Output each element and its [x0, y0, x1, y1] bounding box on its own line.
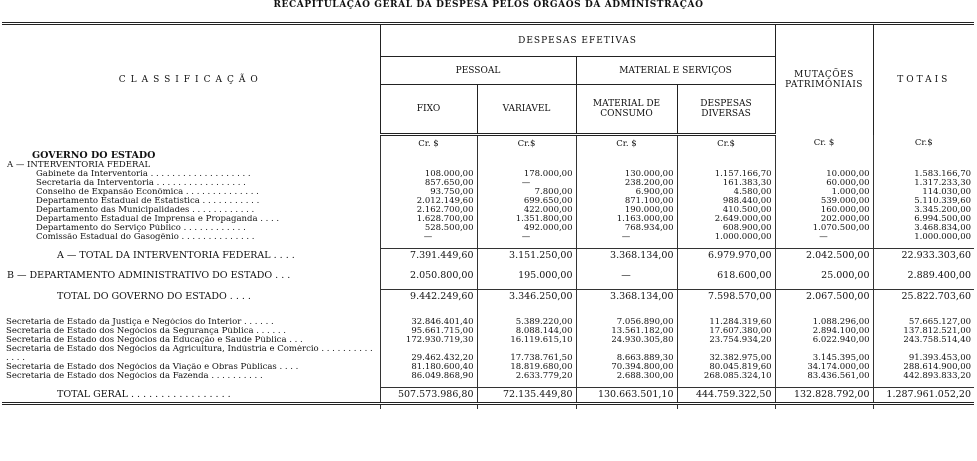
cell-despesas-diversas: 608.900,00 [677, 224, 775, 233]
table-row [2, 345, 974, 363]
cell-mutacoes: 1.070.500,00 [775, 224, 873, 233]
cell-fixo: 528.500,00 [380, 224, 477, 233]
cell-fixo: — [380, 233, 477, 242]
cell-variavel: 178.000,00 [477, 170, 576, 179]
unit-label: Cr. $ [380, 135, 477, 162]
cell-despesas-diversas: 444.759.322,50 [677, 388, 775, 404]
cell-total: 1.317.233,30 [873, 179, 974, 188]
total-governo-row [2, 290, 974, 305]
cell-variavel: 17.738.761,50 [477, 345, 576, 363]
unit-label: Cr.$ [873, 135, 974, 162]
cell-variavel: 2.633.779,20 [477, 372, 576, 381]
cell-mutacoes: 1.088.296,00 [775, 318, 873, 327]
row-label: A — TOTAL DA INTERVENTORIA FEDERAL . . . . [57, 249, 295, 261]
table-row [2, 318, 974, 327]
unit-label: Cr.$ [677, 135, 775, 162]
table-row [2, 224, 974, 233]
cell-mutacoes: 83.436.561,00 [775, 372, 873, 381]
cell-material-consumo: 1.163.000,00 [576, 215, 677, 224]
cell-variavel: 3.346.250,00 [477, 290, 576, 305]
cell-total: 243.758.514,40 [873, 336, 974, 345]
section-a-heading [2, 161, 974, 170]
cell-fixo: 2.162.700,00 [380, 206, 477, 215]
units-row [2, 135, 974, 162]
cell-fixo: 7.391.449,60 [380, 249, 477, 264]
cell-fixo: 172.930.719,30 [380, 336, 477, 345]
cell-fixo: 29.462.432,20 [380, 345, 477, 363]
cell-variavel: 422.000,00 [477, 206, 576, 215]
cell-material-consumo: — [576, 269, 677, 283]
cell-total: 137.812.521,00 [873, 327, 974, 336]
table-row [2, 179, 974, 188]
cell-despesas-diversas: 11.284.319,60 [677, 318, 775, 327]
cell-fixo: 93.750,00 [380, 188, 477, 197]
cell-fixo: 32.846.401,40 [380, 318, 477, 327]
header-variavel: VARIAVEL [477, 85, 576, 135]
header-despesas-efetivas: DESPESAS EFETIVAS [380, 24, 775, 57]
header-material-consumo: MATERIAL DE CONSUMO [576, 85, 677, 135]
row-label: Secretaria de Estado dos Negócios da Fazenda . . . . . . . . . . [6, 372, 263, 381]
cell-variavel: 16.119.615,10 [477, 336, 576, 345]
cell-total: 1.000.000,00 [873, 233, 974, 242]
table-row [2, 215, 974, 224]
cell-material-consumo: 130.663.501,10 [576, 388, 677, 404]
cell-material-consumo: 3.368.134,00 [576, 290, 677, 305]
row-label: Secretaria de Estado da Justiça e Negócios do Interior . . . . . . [6, 318, 274, 327]
section-a-total-row [2, 249, 974, 264]
cell-material-consumo: 768.934,00 [576, 224, 677, 233]
cell-total: 114.030,00 [873, 188, 974, 197]
cell-mutacoes: 34.174.000,00 [775, 363, 873, 372]
cell-material-consumo: 3.368.134,00 [576, 249, 677, 264]
cell-material-consumo: 7.056.890,00 [576, 318, 677, 327]
unit-label: Cr.$ [477, 135, 576, 162]
cell-variavel: 492.000,00 [477, 224, 576, 233]
cell-variavel: 3.151.250,00 [477, 249, 576, 264]
cell-mutacoes: — [775, 233, 873, 242]
row-label: TOTAL DO GOVERNO DO ESTADO . . . . [57, 290, 251, 302]
cell-mutacoes: 1.000,00 [775, 188, 873, 197]
cell-variavel: 7.800,00 [477, 188, 576, 197]
cell-total: 5.110.339,60 [873, 197, 974, 206]
bottom-rule [2, 404, 974, 410]
cell-variavel: 5.389.220,00 [477, 318, 576, 327]
cell-mutacoes: 160.000,00 [775, 206, 873, 215]
cell-total: 288.614.900,00 [873, 363, 974, 372]
cell-fixo: 86.049.868,90 [380, 372, 477, 381]
cell-mutacoes: 10.000,00 [775, 170, 873, 179]
header-despesas-diversas: DESPESAS DIVERSAS [677, 85, 775, 135]
cell-material-consumo: 238.200,00 [576, 179, 677, 188]
cell-despesas-diversas: 1.157.166,70 [677, 170, 775, 179]
total-geral-row [2, 388, 974, 404]
cell-total: 91.393.453,00 [873, 345, 974, 363]
cell-total: 1.287.961.052,20 [873, 388, 974, 404]
row-label: B — DEPARTAMENTO ADMINISTRATIVO DO ESTADO . . . [7, 270, 291, 281]
cell-variavel: — [477, 179, 576, 188]
cell-variavel: — [477, 233, 576, 242]
row-label: Secretaria de Estado dos Negócios da Agricultura, Indústria e Comércio . . . . . . . . . . . . . . [6, 345, 373, 363]
page-title: RECAPITULAÇÃO GERAL DA DESPESA PELOS ORGÃOS DA ADMINISTRAÇÃO [273, 0, 704, 10]
cell-mutacoes: 60.000,00 [775, 179, 873, 188]
cell-fixo: 857.650,00 [380, 179, 477, 188]
cell-variavel: 8.088.144,00 [477, 327, 576, 336]
cell-despesas-diversas: 410.500,00 [677, 206, 775, 215]
table-row [2, 363, 974, 372]
cell-despesas-diversas: 268.085.324,10 [677, 372, 775, 381]
cell-despesas-diversas: 17.607.380,00 [677, 327, 775, 336]
header-totais: TOTAIS [873, 24, 974, 135]
header-fixo: FIXO [380, 85, 477, 135]
row-label: Conselho de Expansão Econômica . . . . . . . . . . . . . . [36, 188, 259, 197]
cell-material-consumo: 70.394.800,00 [576, 363, 677, 372]
cell-mutacoes: 25.000,00 [775, 269, 873, 283]
cell-material-consumo: 2.688.300,00 [576, 372, 677, 381]
header-mutacoes: MUTAÇÕES PATRIMONIAIS [775, 24, 873, 135]
cell-total: 6.994.500,00 [873, 215, 974, 224]
cell-total: 3.468.834,00 [873, 224, 974, 233]
cell-fixo: 9.442.249,60 [380, 290, 477, 305]
row-label: TOTAL GERAL . . . . . . . . . . . . . . . . . [57, 388, 231, 400]
cell-fixo: 2.050.800,00 [380, 269, 477, 283]
cell-variavel: 195.000,00 [477, 269, 576, 283]
cell-fixo: 81.180.600,40 [380, 363, 477, 372]
cell-mutacoes: 2.067.500,00 [775, 290, 873, 305]
header-material-servicos: MATERIAL E SERVIÇOS [576, 57, 775, 85]
table-row [2, 372, 974, 381]
cell-material-consumo: 24.930.305,80 [576, 336, 677, 345]
cell-mutacoes: 2.894.100,00 [775, 327, 873, 336]
row-label: Departamento do Serviço Público . . . . . . . . . . . . [36, 224, 246, 233]
cell-total: 22.933.303,60 [873, 249, 974, 264]
cell-fixo: 507.573.986,80 [380, 388, 477, 404]
cell-variavel: 18.819.680,00 [477, 363, 576, 372]
table-row [2, 233, 974, 242]
cell-despesas-diversas: 80.045.819,60 [677, 363, 775, 372]
row-label: Departamento Estadual de Imprensa e Propaganda . . . . [36, 215, 280, 224]
header-classificacao: CLASSIFICAÇÃO [2, 24, 380, 135]
row-label: Secretaria da Interventoria . . . . . . . . . . . . . . . . . [36, 179, 246, 188]
section-b-row [2, 269, 974, 283]
cell-total: 3.345.200,00 [873, 206, 974, 215]
cell-material-consumo: 13.561.182,00 [576, 327, 677, 336]
cell-material-consumo: 190.000,00 [576, 206, 677, 215]
row-label: Comissão Estadual do Gasogênio . . . . . . . . . . . . . . [36, 233, 255, 242]
row-label: Departamento das Municipalidades . . . . . . . . . . . . [36, 206, 255, 215]
cell-total: 57.665.127,00 [873, 318, 974, 327]
cell-despesas-diversas: 23.754.934,20 [677, 336, 775, 345]
cell-despesas-diversas: 618.600,00 [677, 269, 775, 283]
cell-despesas-diversas: 1.000.000,00 [677, 233, 775, 242]
cell-despesas-diversas: 161.383,30 [677, 179, 775, 188]
cell-mutacoes: 3.145.395,00 [775, 345, 873, 363]
cell-despesas-diversas: 988.440,00 [677, 197, 775, 206]
unit-label: Cr. $ [576, 135, 677, 162]
table-row [2, 206, 974, 215]
cell-fixo: 1.628.700,00 [380, 215, 477, 224]
table-row [2, 188, 974, 197]
cell-variavel: 72.135.449,80 [477, 388, 576, 404]
row-label: Secretaria de Estado dos Negócios da Educação e Saude Pública . . . [6, 336, 303, 345]
row-label: Gabinete da Interventoria . . . . . . . . . . . . . . . . . . . [36, 170, 251, 179]
cell-total: 25.822.703,60 [873, 290, 974, 305]
cell-mutacoes: 132.828.792,00 [775, 388, 873, 404]
cell-total: 442.893.833,20 [873, 372, 974, 381]
cell-fixo: 108.000,00 [380, 170, 477, 179]
cell-despesas-diversas: 6.979.970,00 [677, 249, 775, 264]
cell-variavel: 1.351.800,00 [477, 215, 576, 224]
cell-total: 2.889.400,00 [873, 269, 974, 283]
cell-despesas-diversas: 4.580,00 [677, 188, 775, 197]
governo-heading: GOVERNO DO ESTADO [32, 150, 156, 161]
expense-summary-table [2, 22, 974, 409]
cell-material-consumo: 6.900,00 [576, 188, 677, 197]
cell-material-consumo: 871.100,00 [576, 197, 677, 206]
cell-material-consumo: — [576, 233, 677, 242]
cell-material-consumo: 8.663.889,30 [576, 345, 677, 363]
table-row [2, 327, 974, 336]
row-label: Secretaria de Estado dos Negócios da Viação e Obras Públicas . . . . [6, 363, 299, 372]
cell-total: 1.583.166,70 [873, 170, 974, 179]
cell-despesas-diversas: 2.649.000,00 [677, 215, 775, 224]
cell-fixo: 95.661.715,00 [380, 327, 477, 336]
unit-label: Cr. $ [775, 135, 873, 162]
cell-fixo: 2.012.149,60 [380, 197, 477, 206]
cell-mutacoes: 6.022.940,00 [775, 336, 873, 345]
cell-mutacoes: 202.000,00 [775, 215, 873, 224]
cell-material-consumo: 130.000,00 [576, 170, 677, 179]
table-row [2, 197, 974, 206]
cell-despesas-diversas: 7.598.570,00 [677, 290, 775, 305]
table-row [2, 336, 974, 345]
section-a-label: A — INTERVENTORIA FEDERAL [7, 161, 151, 170]
cell-mutacoes: 2.042.500,00 [775, 249, 873, 264]
row-label: Secretaria de Estado dos Negócios da Segurança Pública . . . . . . [6, 327, 286, 336]
table-row [2, 170, 974, 179]
cell-despesas-diversas: 32.382.975,00 [677, 345, 775, 363]
cell-mutacoes: 539.000,00 [775, 197, 873, 206]
cell-variavel: 699.650,00 [477, 197, 576, 206]
header-pessoal: PESSOAL [380, 57, 576, 85]
row-label: Departamento Estadual de Estatística . . . . . . . . . . . [36, 197, 260, 206]
